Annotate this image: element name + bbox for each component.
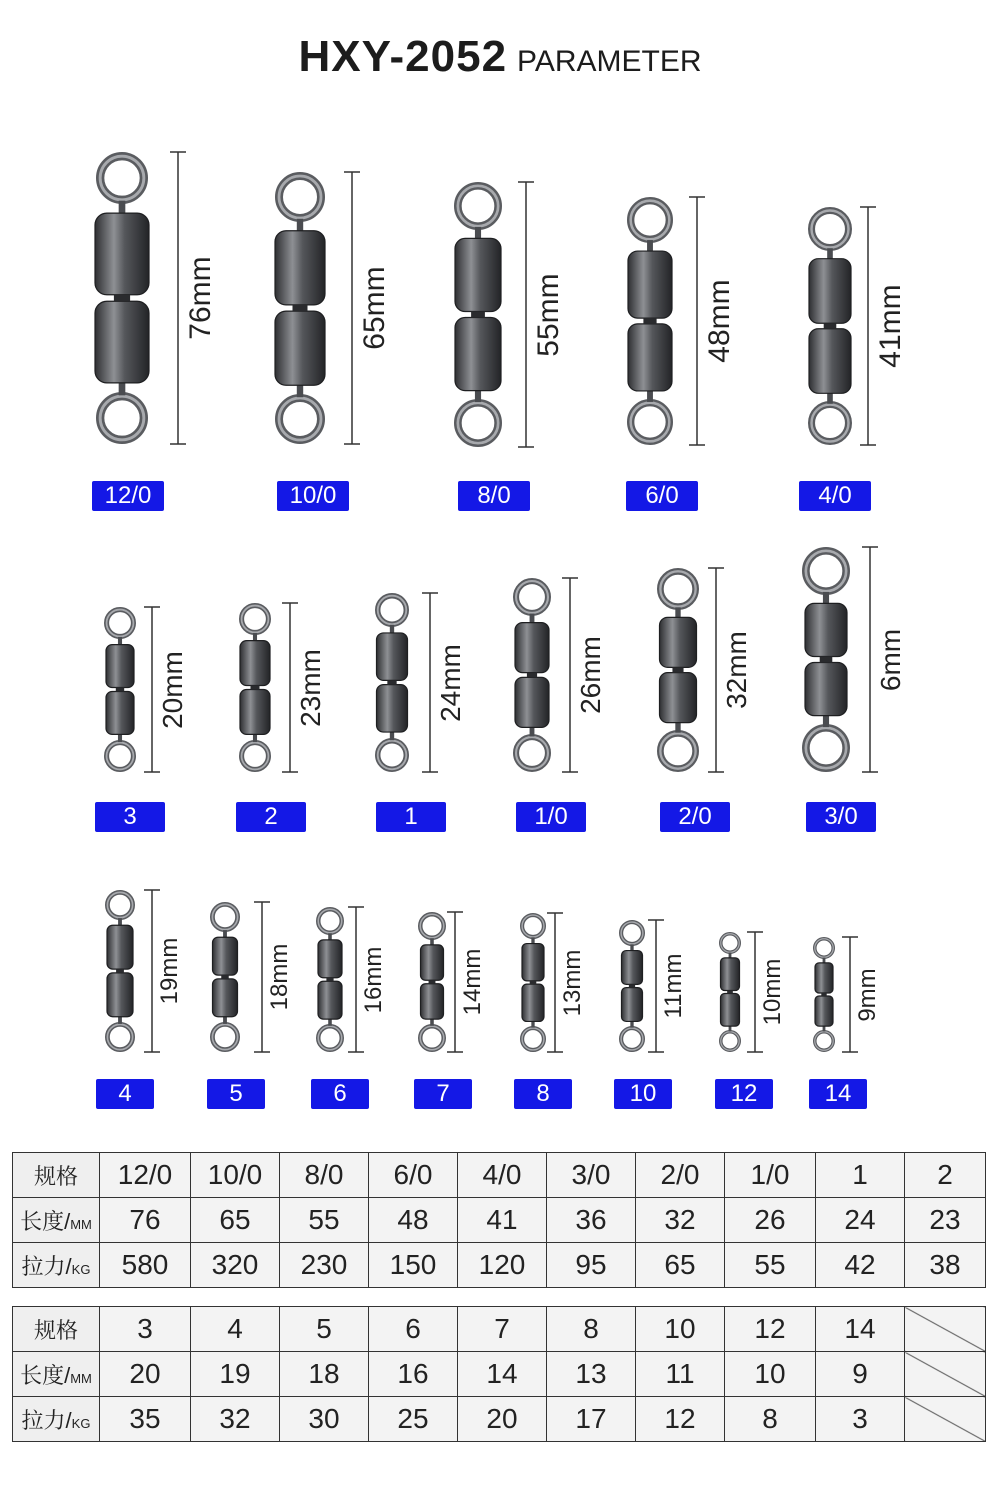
barrel-lower xyxy=(815,996,833,1026)
length-label: 23mm xyxy=(295,648,326,727)
length-label: 16mm xyxy=(360,946,387,1013)
table-cell-length xyxy=(905,1352,986,1397)
table-row-spec xyxy=(13,1153,986,1198)
ring-highlight xyxy=(279,176,321,218)
ring-highlight xyxy=(522,915,544,937)
swivel-5 xyxy=(212,902,270,1052)
size-badge: 8 xyxy=(514,1079,572,1109)
swivel-6-0 xyxy=(628,197,705,445)
barrel-lower xyxy=(240,690,270,735)
swivel-8-0 xyxy=(455,182,534,447)
ring-highlight xyxy=(660,733,695,768)
barrel-upper xyxy=(809,259,851,324)
barrel-upper xyxy=(455,238,501,311)
length-label: 48mm xyxy=(702,279,736,363)
length-label: 55mm xyxy=(531,272,565,357)
barrel-lower xyxy=(421,984,444,1019)
barrel-lower xyxy=(809,329,851,394)
length-label: 19mm xyxy=(156,937,183,1005)
swivel-4-0 xyxy=(809,207,876,445)
header-force: 拉力/KG xyxy=(13,1397,100,1442)
barrel-lower xyxy=(318,981,342,1019)
swivel-1-0 xyxy=(515,578,578,772)
barrel-lower xyxy=(377,685,408,732)
table-cell-force: 38 xyxy=(905,1243,986,1288)
swivel-1 xyxy=(377,593,439,772)
table-cell-spec: 10 xyxy=(636,1307,725,1352)
table-cell-length: 18 xyxy=(280,1352,369,1397)
barrel-upper xyxy=(107,925,133,969)
ring-highlight xyxy=(621,922,643,944)
size-badge: 12/0 xyxy=(92,481,164,511)
table-cell-length: 20 xyxy=(100,1352,191,1397)
table-cell-force: 580 xyxy=(100,1243,191,1288)
size-badge: 8/0 xyxy=(458,481,530,511)
barrel-lower xyxy=(106,692,134,735)
ring-highlight xyxy=(721,1032,739,1050)
barrel-lower xyxy=(522,984,544,1021)
barrel-lower xyxy=(213,979,238,1017)
table-cell-force: 65 xyxy=(636,1243,725,1288)
length-label: 13mm xyxy=(559,949,586,1016)
barrel-lower xyxy=(628,324,672,391)
table-cell-force: 150 xyxy=(369,1243,458,1288)
table-cell-force: 8 xyxy=(725,1397,816,1442)
swivel-6 xyxy=(318,907,364,1052)
barrel-upper xyxy=(622,951,643,985)
size-badge: 4/0 xyxy=(799,481,871,511)
ring-highlight xyxy=(812,211,849,248)
size-badge: 1 xyxy=(376,802,446,832)
ring-highlight xyxy=(107,1024,132,1049)
table-cell-force: 35 xyxy=(100,1397,191,1442)
size-badge: 1/0 xyxy=(516,802,586,832)
table-cell-length: 76 xyxy=(100,1198,191,1243)
barrel-upper xyxy=(240,641,270,686)
table-cell-spec: 3 xyxy=(100,1307,191,1352)
table-cell-length: 16 xyxy=(369,1352,458,1397)
length-label: 9mm xyxy=(854,967,881,1022)
swivel-10-0 xyxy=(275,172,360,444)
barrel-lower xyxy=(660,673,697,723)
table-cell-force: 95 xyxy=(547,1243,636,1288)
barrel-lower xyxy=(805,663,847,716)
ring-highlight xyxy=(458,186,498,226)
ring-highlight xyxy=(242,743,269,770)
table-cell-spec: 2/0 xyxy=(636,1153,725,1198)
swivel-12 xyxy=(721,932,764,1052)
size-badge: 12 xyxy=(715,1079,773,1109)
barrel-lower xyxy=(515,677,549,727)
ring-highlight xyxy=(812,405,849,442)
table-cell-length: 14 xyxy=(458,1352,547,1397)
barrel-upper xyxy=(628,251,672,318)
barrel-upper xyxy=(515,623,549,673)
length-label: 11mm xyxy=(660,953,687,1019)
header-length: 长度/MM xyxy=(13,1352,100,1397)
size-badge: 2/0 xyxy=(660,802,730,832)
ring-highlight xyxy=(721,934,739,952)
header-force: 拉力/KG xyxy=(13,1243,100,1288)
ring-highlight xyxy=(107,610,134,637)
ring-highlight xyxy=(318,909,342,933)
ring-highlight xyxy=(660,571,695,606)
table-cell-length: 55 xyxy=(280,1198,369,1243)
barrel-lower xyxy=(622,988,643,1022)
ring-highlight xyxy=(631,201,670,240)
table-cell-spec: 8 xyxy=(547,1307,636,1352)
ring-highlight xyxy=(516,581,548,613)
ring-highlight xyxy=(100,156,144,200)
size-badge: 4 xyxy=(96,1079,154,1109)
length-label: 10mm xyxy=(759,958,786,1026)
size-badge: 6 xyxy=(311,1079,369,1109)
barrel-upper xyxy=(421,945,444,980)
table-cell-spec xyxy=(905,1307,986,1352)
swivel-8 xyxy=(522,913,563,1052)
ring-highlight xyxy=(815,939,833,957)
table-cell-force: 320 xyxy=(191,1243,280,1288)
table-cell-length: 11 xyxy=(636,1352,725,1397)
size-badge: 10 xyxy=(614,1079,672,1109)
table-cell-length: 13 xyxy=(547,1352,636,1397)
table-cell-spec: 3/0 xyxy=(547,1153,636,1198)
table-cell-force: 230 xyxy=(280,1243,369,1288)
length-label: 26mm xyxy=(575,636,606,714)
ring-highlight xyxy=(318,1026,342,1050)
ring-highlight xyxy=(107,892,132,917)
barrel-lower xyxy=(721,994,740,1027)
table-cell-force: 55 xyxy=(725,1243,816,1288)
size-badge: 10/0 xyxy=(277,481,349,511)
table-cell-length: 65 xyxy=(191,1198,280,1243)
barrel-upper xyxy=(275,231,325,305)
table-cell-length: 10 xyxy=(725,1352,816,1397)
barrel-upper xyxy=(522,944,544,981)
ring-highlight xyxy=(378,596,407,625)
table-cell-force: 12 xyxy=(636,1397,725,1442)
ring-highlight xyxy=(100,396,144,440)
table-row-length xyxy=(13,1198,986,1243)
swivel-12-0 xyxy=(95,152,186,444)
ring-highlight xyxy=(212,904,237,929)
ring-highlight xyxy=(806,551,846,591)
length-label: 32mm xyxy=(721,631,752,709)
table-cell-spec: 8/0 xyxy=(280,1153,369,1198)
table-cell-length: 9 xyxy=(816,1352,905,1397)
table-cell-length: 24 xyxy=(816,1198,905,1243)
size-badge: 3 xyxy=(95,802,165,832)
ring-highlight xyxy=(522,1028,544,1050)
table-cell-force: 25 xyxy=(369,1397,458,1442)
swivel-2 xyxy=(240,603,298,772)
barrel-upper xyxy=(815,963,833,993)
ring-highlight xyxy=(621,1028,643,1050)
length-label: 76mm xyxy=(183,256,217,340)
table-cell-force: 3 xyxy=(816,1397,905,1442)
title-suffix: PARAMETER xyxy=(517,45,702,78)
swivel-3-0 xyxy=(805,547,878,772)
barrel-lower xyxy=(275,311,325,385)
ring-highlight xyxy=(806,728,846,768)
table-cell-force: 20 xyxy=(458,1397,547,1442)
size-badge: 14 xyxy=(809,1079,867,1109)
table-row-force xyxy=(13,1243,986,1288)
ring-highlight xyxy=(631,403,670,442)
length-label: 41mm xyxy=(873,284,907,368)
swivel-7 xyxy=(420,912,463,1052)
ring-highlight xyxy=(242,606,269,633)
table-cell-force: 17 xyxy=(547,1397,636,1442)
length-label: 14mm xyxy=(459,948,486,1016)
table-cell-spec: 7 xyxy=(458,1307,547,1352)
table-cell-force: 42 xyxy=(816,1243,905,1288)
table-cell-length: 26 xyxy=(725,1198,816,1243)
barrel-lower xyxy=(107,973,133,1017)
length-label: 6mm xyxy=(875,628,906,691)
barrel-upper xyxy=(805,603,847,656)
size-badge: 7 xyxy=(414,1079,472,1109)
table-cell-length: 48 xyxy=(369,1198,458,1243)
length-label: 20mm xyxy=(157,650,188,729)
header-length: 长度/MM xyxy=(13,1198,100,1243)
ring-highlight xyxy=(420,1026,444,1050)
ring-highlight xyxy=(279,398,321,440)
swivel-3 xyxy=(106,607,160,772)
size-badge: 6/0 xyxy=(626,481,698,511)
ring-highlight xyxy=(815,1032,833,1050)
table-cell-spec: 12/0 xyxy=(100,1153,191,1198)
size-badge: 2 xyxy=(236,802,306,832)
table-cell-force: 30 xyxy=(280,1397,369,1442)
barrel-upper xyxy=(318,940,342,978)
table-cell-force: 120 xyxy=(458,1243,547,1288)
length-label: 18mm xyxy=(266,943,293,1011)
table-cell-spec: 6 xyxy=(369,1307,458,1352)
barrel-lower xyxy=(455,318,501,391)
spec-table-1 xyxy=(12,1152,986,1288)
header-spec: 规格 xyxy=(13,1153,100,1198)
barrel-upper xyxy=(106,645,134,688)
barrel-upper xyxy=(213,937,238,975)
swivel-10 xyxy=(621,920,664,1052)
ring-highlight xyxy=(378,741,407,770)
table-row-force xyxy=(13,1397,986,1442)
table-cell-length: 23 xyxy=(905,1198,986,1243)
barrel-lower xyxy=(95,301,149,383)
table-cell-spec: 1 xyxy=(816,1153,905,1198)
ring-highlight xyxy=(458,403,498,443)
header-spec: 规格 xyxy=(13,1307,100,1352)
size-badge: 3/0 xyxy=(806,802,876,832)
barrel-upper xyxy=(660,617,697,667)
table-cell-spec: 6/0 xyxy=(369,1153,458,1198)
table-cell-spec: 12 xyxy=(725,1307,816,1352)
ring-highlight xyxy=(107,743,134,770)
table-cell-spec: 4/0 xyxy=(458,1153,547,1198)
table-cell-spec: 5 xyxy=(280,1307,369,1352)
swivel-4 xyxy=(107,890,160,1052)
ring-highlight xyxy=(212,1024,237,1049)
table-cell-force: 32 xyxy=(191,1397,280,1442)
barrel-upper xyxy=(95,213,149,295)
table-row-length xyxy=(13,1352,986,1397)
barrel-upper xyxy=(721,958,740,991)
spec-table-2 xyxy=(12,1306,986,1442)
table-cell-spec: 4 xyxy=(191,1307,280,1352)
ring-highlight xyxy=(420,914,444,938)
table-cell-spec: 2 xyxy=(905,1153,986,1198)
size-badge: 5 xyxy=(207,1079,265,1109)
table-cell-force xyxy=(905,1397,986,1442)
table-cell-length: 19 xyxy=(191,1352,280,1397)
length-label: 24mm xyxy=(435,643,466,722)
table-cell-spec: 10/0 xyxy=(191,1153,280,1198)
table-cell-length: 32 xyxy=(636,1198,725,1243)
table-row-spec xyxy=(13,1307,986,1352)
table-cell-spec: 1/0 xyxy=(725,1153,816,1198)
swivel-2-0 xyxy=(660,568,725,772)
length-label: 65mm xyxy=(357,266,391,350)
swivel-14 xyxy=(815,937,858,1052)
barrel-upper xyxy=(377,633,408,680)
table-cell-length: 41 xyxy=(458,1198,547,1243)
model-number: HXY-2052 xyxy=(298,32,508,81)
ring-highlight xyxy=(516,737,548,769)
table-cell-length: 36 xyxy=(547,1198,636,1243)
table-cell-spec: 14 xyxy=(816,1307,905,1352)
